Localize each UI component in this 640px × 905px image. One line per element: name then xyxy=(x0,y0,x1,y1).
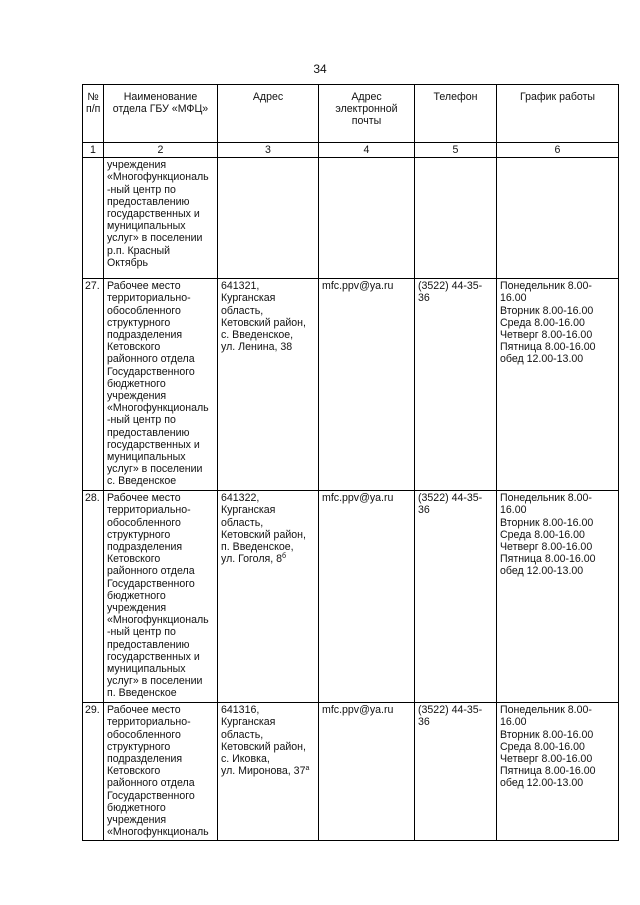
column-header-3 xyxy=(218,85,319,143)
office-name-line: государственных и xyxy=(107,650,200,663)
table-row xyxy=(83,491,619,703)
row-number: 29. xyxy=(83,703,104,841)
office-schedule-line: Вторник 8.00-16.00 xyxy=(500,516,594,529)
office-schedule-line: Пятница 8.00-16.00 xyxy=(500,341,596,354)
office-name-line: муниципальных xyxy=(107,220,186,233)
office-phone-line: 36 xyxy=(418,504,430,517)
office-address-line: 641316, xyxy=(221,704,260,717)
table-row xyxy=(83,279,619,491)
office-address-line: ул. Гоголя, $8^б$ xyxy=(221,553,287,566)
office-address-line: с. Введенское, xyxy=(221,329,294,342)
office-email: mfc.ppv@ya.ru xyxy=(319,279,415,491)
address-superscript: б xyxy=(282,553,287,561)
office-email xyxy=(319,158,415,279)
column-header-line: п/п xyxy=(86,103,101,116)
office-schedule-line: Четверг 8.00-16.00 xyxy=(500,329,593,342)
column-header-6 xyxy=(497,85,619,143)
row-number xyxy=(83,158,104,279)
column-number-row xyxy=(83,143,619,158)
office-name xyxy=(104,279,218,491)
office-name-line: п. Введенское xyxy=(107,687,177,700)
column-number-6: 6 xyxy=(497,143,619,158)
office-schedule-line: 16.00 xyxy=(500,716,527,729)
office-schedule xyxy=(497,703,619,841)
office-phone xyxy=(415,491,497,703)
office-address xyxy=(218,703,319,841)
office-schedule-line: Понедельник 8.00- xyxy=(500,704,592,717)
office-name-line: Рабочее место xyxy=(107,492,181,505)
office-name-line: районного отдела xyxy=(107,777,195,790)
office-name-line: обособленного xyxy=(107,516,181,529)
office-schedule-line: Среда 8.00-16.00 xyxy=(500,316,585,329)
office-name-line: «Многофункциональ xyxy=(107,826,209,839)
office-name-line: предоставлению xyxy=(107,195,190,208)
office-schedule xyxy=(497,279,619,491)
office-name-line: Государственного xyxy=(107,365,195,378)
column-header-line: почты xyxy=(351,115,382,128)
table-row xyxy=(83,158,619,279)
office-name-line: обособленного xyxy=(107,304,181,317)
office-name-line: предоставлению xyxy=(107,426,190,439)
header-row xyxy=(83,85,619,143)
office-name-line: территориально- xyxy=(107,716,191,729)
office-schedule-line: Четверг 8.00-16.00 xyxy=(500,541,593,554)
office-name-line: Государственного xyxy=(107,577,195,590)
office-schedule-line: 16.00 xyxy=(500,504,527,517)
office-name xyxy=(104,703,218,841)
office-address-line: Кетовский район, xyxy=(221,316,306,329)
column-number-5: 5 xyxy=(415,143,497,158)
column-header-5 xyxy=(415,85,497,143)
office-address xyxy=(218,279,319,491)
office-schedule-line: обед 12.00-13.00 xyxy=(500,353,584,366)
office-address-line: Курганская xyxy=(221,716,276,729)
office-name-line: Кетовского xyxy=(107,765,161,778)
office-address-line: ул. Ленина, 38 xyxy=(221,341,293,354)
column-header-line: Наименование xyxy=(123,91,198,103)
office-name-line: услуг» в поселении xyxy=(107,675,203,688)
column-number-4: 4 xyxy=(319,143,415,158)
office-phone-line: (3522) 44-35- xyxy=(418,492,483,505)
office-name-line: «Многофункциональ xyxy=(107,614,209,627)
office-name-line: подразделения xyxy=(107,329,183,342)
page-number: 34 xyxy=(313,62,327,76)
office-schedule-line: Понедельник 8.00- xyxy=(500,492,592,505)
office-email: mfc.ppv@ya.ru xyxy=(319,703,415,841)
column-header-line: Адрес xyxy=(252,91,284,103)
office-name-line: предоставлению xyxy=(107,638,190,651)
office-address-line: с. Иковка, xyxy=(221,753,270,766)
office-name-line: услуг» в поселении xyxy=(107,232,203,245)
office-address xyxy=(218,158,319,279)
column-header-1 xyxy=(83,85,104,143)
office-address-line: Кетовский район, xyxy=(221,740,306,753)
office-address-line: Кетовский район, xyxy=(221,528,306,541)
office-address-line: 641322, xyxy=(221,492,260,505)
office-name-line: с. Введенское xyxy=(107,475,177,488)
office-address-line: ул. Миронова, $37^а$ xyxy=(221,765,310,778)
office-name-line: территориально- xyxy=(107,504,191,517)
office-phone-line: 36 xyxy=(418,292,430,305)
office-name-line: обособленного xyxy=(107,728,181,741)
office-name-line: бюджетного xyxy=(107,589,166,602)
column-header-line: № xyxy=(87,91,99,103)
address-superscript: а xyxy=(305,765,310,773)
office-name-line: -ный центр по xyxy=(107,183,176,196)
office-schedule-line: обед 12.00-13.00 xyxy=(500,565,584,578)
office-name-line: учреждения xyxy=(107,602,167,615)
office-schedule-line: Среда 8.00-16.00 xyxy=(500,528,585,541)
office-name-line: районного отдела xyxy=(107,353,195,366)
office-name-line: «Многофункциональ xyxy=(107,171,209,184)
office-name-line: учреждения xyxy=(107,814,167,827)
office-name-line: районного отдела xyxy=(107,565,195,578)
office-name-line: структурного xyxy=(107,316,171,329)
office-schedule xyxy=(497,158,619,279)
column-header-line: Телефон xyxy=(433,91,478,103)
column-number-1: 1 xyxy=(83,143,104,158)
row-number: 28. xyxy=(83,491,104,703)
column-header-line: электронной xyxy=(335,103,398,116)
office-address-line: Курганская xyxy=(221,292,276,305)
office-schedule-line: обед 12.00-13.00 xyxy=(500,777,584,790)
office-phone xyxy=(415,703,497,841)
office-name-line: бюджетного xyxy=(107,801,166,814)
mfc-offices-table xyxy=(82,84,619,841)
office-phone xyxy=(415,158,497,279)
office-phone-line: 36 xyxy=(418,716,430,729)
column-header-line: График работы xyxy=(519,91,596,103)
office-name-line: структурного xyxy=(107,740,171,753)
office-name-line: Октябрь xyxy=(107,256,149,269)
office-schedule-line: Вторник 8.00-16.00 xyxy=(500,304,594,317)
office-address-line: область, xyxy=(221,516,264,529)
office-schedule xyxy=(497,491,619,703)
office-name-line: «Многофункциональ xyxy=(107,402,209,415)
office-name-line: муниципальных xyxy=(107,663,186,676)
office-name-line: муниципальных xyxy=(107,451,186,464)
office-phone xyxy=(415,279,497,491)
office-name-line: государственных и xyxy=(107,208,200,221)
column-header-line: отдела ГБУ «МФЦ» xyxy=(112,103,209,116)
office-name-line: бюджетного xyxy=(107,377,166,390)
office-address xyxy=(218,491,319,703)
table-row xyxy=(83,703,619,841)
office-address-line: область, xyxy=(221,728,264,741)
office-name xyxy=(104,158,218,279)
office-schedule-line: Пятница 8.00-16.00 xyxy=(500,765,596,778)
office-address-line: п. Введенское, xyxy=(221,541,294,554)
office-schedule-line: Пятница 8.00-16.00 xyxy=(500,553,596,566)
office-phone-line: (3522) 44-35- xyxy=(418,280,483,293)
office-schedule-line: 16.00 xyxy=(500,292,527,305)
office-name-line: Рабочее место xyxy=(107,280,181,293)
office-name-line: -ный центр по xyxy=(107,626,176,639)
office-phone-line: (3522) 44-35- xyxy=(418,704,483,717)
office-email: mfc.ppv@ya.ru xyxy=(319,491,415,703)
office-name-line: структурного xyxy=(107,528,171,541)
office-name-line: территориально- xyxy=(107,292,191,305)
column-number-3: 3 xyxy=(218,143,319,158)
office-name-line: р.п. Красный xyxy=(107,244,171,257)
office-name-line: Государственного xyxy=(107,789,195,802)
office-address-line: 641321, xyxy=(221,280,260,293)
office-name-line: подразделения xyxy=(107,541,183,554)
office-schedule-line: Четверг 8.00-16.00 xyxy=(500,753,593,766)
column-number-2: 2 xyxy=(104,143,218,158)
office-name-line: Рабочее место xyxy=(107,704,181,717)
column-header-2 xyxy=(104,85,218,143)
office-name-line: государственных и xyxy=(107,438,200,451)
office-name-line: подразделения xyxy=(107,753,183,766)
office-name-line: -ный центр по xyxy=(107,414,176,427)
office-name-line: Кетовского xyxy=(107,341,161,354)
office-name-line: Кетовского xyxy=(107,553,161,566)
office-name-line: учреждения xyxy=(107,159,167,172)
column-header-line: Адрес xyxy=(351,91,382,103)
row-number: 27. xyxy=(83,279,104,491)
office-address-line: Курганская xyxy=(221,504,276,517)
office-name-line: учреждения xyxy=(107,390,167,403)
office-schedule-line: Среда 8.00-16.00 xyxy=(500,740,585,753)
office-name-line: услуг» в поселении xyxy=(107,463,203,476)
office-name xyxy=(104,491,218,703)
office-address-line: область, xyxy=(221,304,264,317)
office-schedule-line: Вторник 8.00-16.00 xyxy=(500,728,594,741)
office-schedule-line: Понедельник 8.00- xyxy=(500,280,592,293)
column-header-4 xyxy=(319,85,415,143)
